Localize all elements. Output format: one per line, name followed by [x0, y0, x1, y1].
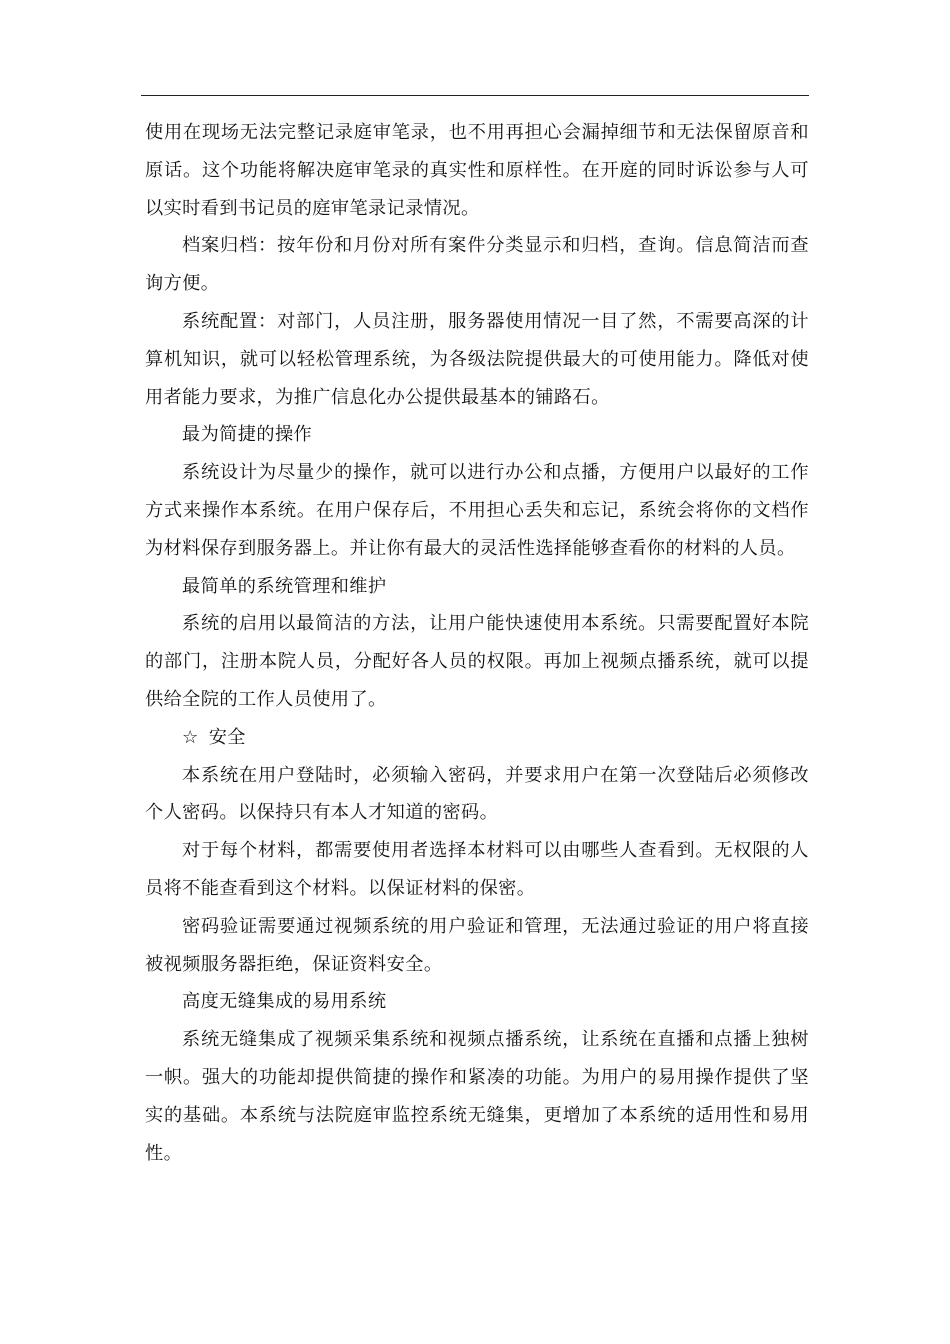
paragraph-1: 使用在现场无法完整记录庭审笔录，也不用再担心会漏掉细节和无法保留原音和原话。这个功能将解决庭审笔录的真实性和原样性。在开庭的同时诉讼参与人可以实时看到书记员的庭审笔录记录情况。 [145, 122, 809, 219]
paragraph-security-video: 密码验证需要通过视频系统的用户验证和管理，无法通过验证的用户将直接被视频服务器拒绝，保证资料安全。 [145, 915, 809, 975]
paragraph-archive: 档案归档：按年份和月份对所有案件分类显示和归档，查询。信息简洁而查询方便。 [145, 235, 809, 295]
security-heading-label: 安全 [208, 726, 246, 748]
section-heading-integration: 高度无缝集成的易用系统 [182, 991, 387, 1013]
document-body [145, 114, 809, 1172]
paragraph-integration: 系统无缝集成了视频采集系统和视频点播系统，让系统在直播和点播上独树一帜。强大的功能却提供简捷的操作和紧凑的功能。为用户的易用操作提供了坚实的基础。本系统与法院庭审监控系统无缝集，更增加了本系统的适用性和易用性。 [145, 1029, 809, 1164]
paragraph-security-material: 对于每个材料，都需要使用者选择本材料可以由哪些人查看到。无权限的人员将不能查看到这个材料。以保证材料的保密。 [145, 840, 809, 899]
section-heading-management: 最简单的系统管理和维护 [182, 575, 387, 597]
paragraph-security-login: 本系统在用户登陆时，必须输入密码，并要求用户在第一次登陆后必须修改个人密码。以保持只有本人才知道的密码。 [145, 764, 809, 824]
paragraph-management: 系统的启用以最简洁的方法，让用户能快速使用本系统。只需要配置好本院的部门，注册本院人员，分配好各人员的权限。再加上视频点播系统，就可以提供给全院的工作人员使用了。 [145, 613, 809, 710]
header-rule [141, 95, 809, 96]
section-heading-simple-operation: 最为简捷的操作 [182, 424, 313, 446]
star-icon: ☆ [182, 726, 199, 748]
section-heading-security [145, 719, 809, 757]
paragraph-system-config: 系统配置：对部门，人员注册，服务器使用情况一目了然，不需要高深的计算机知识，就可以轻松管理系统，为各级法院提供最大的可使用能力。降低对使用者能力要求，为推广信息化办公提供最基本的铺路石。 [145, 310, 809, 408]
paragraph-simple-operation: 系统设计为尽量少的操作，就可以进行办公和点播，方便用户以最好的工作方式来操作本系统。在用户保存后，不用担心丢失和忘记，系统会将你的文档作为材料保存到服务器上。并让你有最大的灵活性选择能够查看你的材料的人员。 [145, 462, 809, 559]
